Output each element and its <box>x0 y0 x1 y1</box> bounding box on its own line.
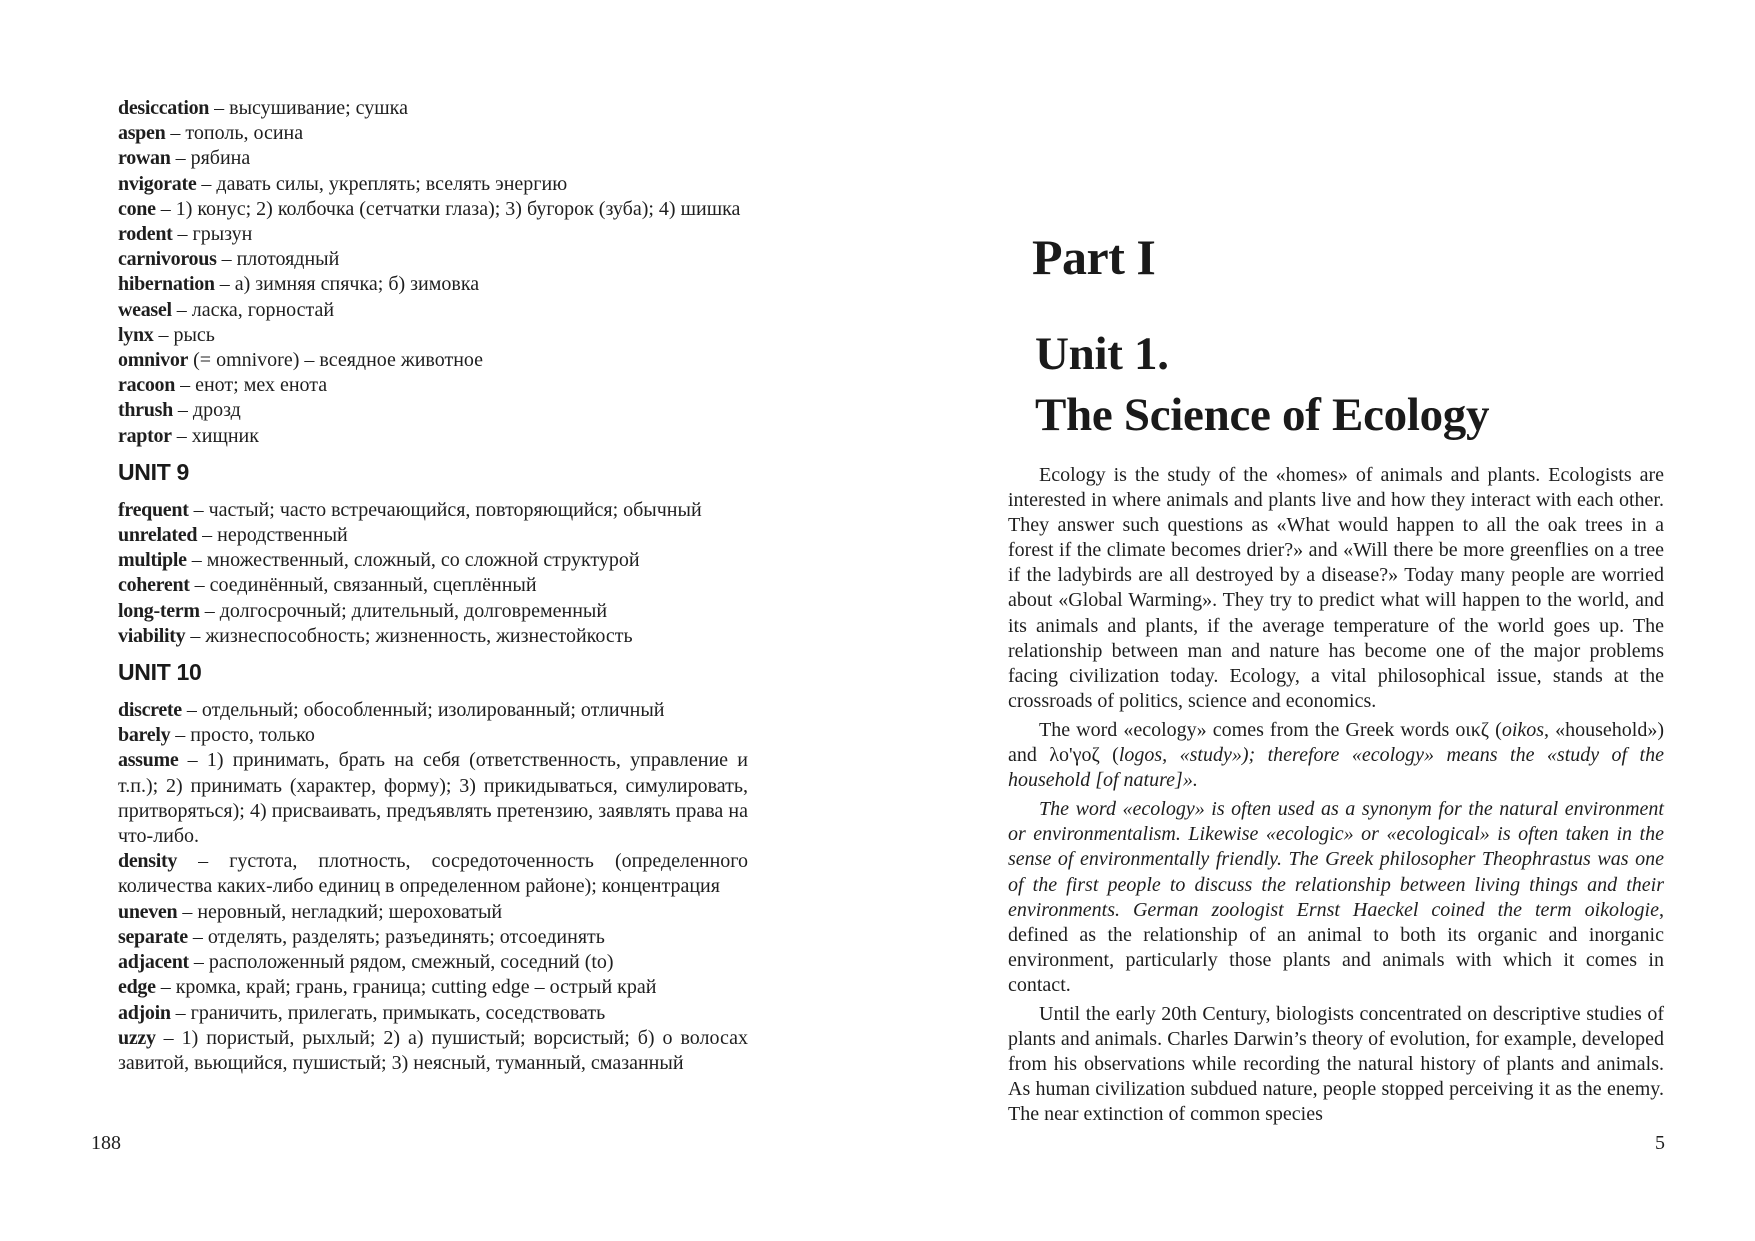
glossary-definition: – а) зимняя спячка; б) зимовка <box>214 273 480 296</box>
glossary-entry <box>118 96 748 121</box>
glossary-entry <box>118 398 748 423</box>
glossary-definition: – отделять, разделять; разъединять; отсоединять <box>187 925 605 948</box>
glossary-term: aspen <box>118 122 166 145</box>
glossary-definition: – неродственный <box>197 524 348 547</box>
glossary-entry <box>118 247 748 272</box>
glossary-term: barely <box>118 724 171 747</box>
paragraph-2-oikos: oikos <box>1501 718 1545 741</box>
glossary-term: racoon <box>118 374 176 397</box>
unit-title-name: The Science of Ecology <box>1035 389 1490 441</box>
paragraph-3-rest: , defined as the relationship of an animal to both its organic and inorganic environment, particularly those plants and animals with which it comes in contact. <box>1008 898 1664 996</box>
glossary-term: assume <box>118 749 179 772</box>
glossary-term: density <box>118 850 178 873</box>
glossary-term: uzzy <box>118 1026 156 1049</box>
glossary-definition: – 1) принимать, брать на себя (ответственность, управление и т.п.); 2) принимать (характер, форму); 3) прикидываться, симулировать, притворяться); 4) присваивать, предъявлять претензию, заявлять права на что-либо. <box>118 749 748 848</box>
glossary-definition: – 1) пористый, рыхлый; 2) а) пушистый; ворсистый; б) о волосах завитой, вьющийся, пушистый; 3) неясный, туманный, смазанный <box>118 1026 748 1074</box>
left-page <box>0 0 877 1241</box>
glossary-term: raptor <box>118 424 172 447</box>
glossary-entry <box>118 197 748 222</box>
glossary-entry <box>118 950 748 975</box>
glossary-definition: – частый; часто встречающийся, повторяющийся; обычный <box>188 498 702 521</box>
glossary-definition: (= omnivore) – всеядное животное <box>188 349 484 372</box>
glossary-term: edge <box>118 976 156 999</box>
paragraph-2-b: , «household») and λο'γοζ ( <box>1008 718 1664 767</box>
unit-9-heading: UNIT 9 <box>118 458 190 485</box>
page-number-left: 188 <box>91 1132 121 1154</box>
glossary-entry <box>118 373 748 398</box>
glossary-term: cone <box>118 197 156 220</box>
paragraph-2 <box>1008 718 1664 793</box>
glossary-entry <box>118 975 748 1000</box>
glossary-entry <box>118 121 748 146</box>
glossary-entry <box>118 599 748 624</box>
glossary-term: weasel <box>118 298 172 321</box>
glossary-term: carnivorous <box>118 248 217 271</box>
glossary-term: omnivor <box>118 349 189 372</box>
glossary-definition: – отдельный; обособленный; изолированный; отличный <box>181 699 665 722</box>
glossary-definition: – неровный, негладкий; шероховатый <box>177 900 503 923</box>
glossary-definition: – множественный, сложный, со сложной структурой <box>186 549 640 572</box>
glossary-entry <box>118 298 748 323</box>
glossary-term: separate <box>118 925 188 948</box>
glossary-entry <box>118 548 748 573</box>
glossary-entry <box>118 748 748 849</box>
glossary-definition: – 1) конус; 2) колбочка (сетчатки глаза); 3) бугорок (зуба); 4) шишка <box>155 197 741 220</box>
glossary-entry <box>118 573 748 598</box>
paragraph-3-italic: The word «ecology» is often used as a synonym for the natural environment or environmentalism. Likewise «ecologic» or «ecological» is often taken in the sense of environmentally friendly. The Greek philosopher Theophrastus was one of the first people to discuss the relationship between living things and their environments. German zoologist Ernst Haeckel coined the term oikologie <box>1008 798 1664 921</box>
glossary-entry <box>118 272 748 297</box>
glossary-entry <box>118 348 748 373</box>
unit-title-number: Unit 1. <box>1035 328 1169 380</box>
glossary-term: coherent <box>118 574 190 597</box>
glossary-term: long-term <box>118 599 200 622</box>
glossary-definition: – енот; мех енота <box>175 374 328 397</box>
glossary-definition: – хищник <box>171 424 259 447</box>
glossary-term: adjacent <box>118 951 189 974</box>
glossary-term: frequent <box>118 498 189 521</box>
glossary-term: lynx <box>118 323 154 346</box>
glossary-term: unrelated <box>118 524 198 547</box>
glossary-definition: – кромка, край; грань, граница; cutting edge – острый край <box>155 976 657 999</box>
unit-10-entries <box>118 698 748 1076</box>
glossary-definition: – ласка, горностай <box>171 298 335 321</box>
glossary-term: adjoin <box>118 1001 171 1024</box>
glossary-entry <box>118 498 748 523</box>
glossary-entry <box>118 1026 748 1076</box>
glossary-entry <box>118 172 748 197</box>
glossary-definition: – давать силы, укреплять; вселять энергию <box>196 172 568 195</box>
glossary-entry <box>118 146 748 171</box>
unit-9-entries <box>118 498 748 649</box>
glossary-definition: – грызун <box>172 223 253 246</box>
glossary-definition: – граничить, прилегать, примыкать, соседствовать <box>170 1001 606 1024</box>
glossary-entries-top <box>118 96 748 449</box>
paragraph-2-a: The word «ecology» comes from the Greek words οικζ ( <box>1039 718 1502 741</box>
glossary-entry <box>118 925 748 950</box>
glossary-entry <box>118 624 748 649</box>
glossary-entry <box>118 849 748 899</box>
glossary-entry <box>118 1001 748 1026</box>
glossary-definition: – плотоядный <box>216 248 340 271</box>
glossary-entry <box>118 222 748 247</box>
page-number-right: 5 <box>1655 1132 1665 1154</box>
glossary-definition: – жизнеспособность; жизненность, жизнестойкость <box>185 624 633 647</box>
glossary-term: multiple <box>118 549 187 572</box>
glossary-entry <box>118 900 748 925</box>
glossary-term: desiccation <box>118 97 210 119</box>
glossary-entry <box>118 698 748 723</box>
body-text <box>1008 463 1664 1131</box>
paragraph-2-c: logos, «study»); therefore «ecology» means the «study of the household [of nature]». <box>1008 744 1664 792</box>
part-title: Part I <box>1032 229 1156 285</box>
glossary-term: discrete <box>118 699 182 722</box>
unit-10-heading: UNIT 10 <box>118 659 202 686</box>
glossary-definition: – высушивание; сушка <box>209 97 408 119</box>
glossary-term: rodent <box>118 223 173 246</box>
glossary-term: nvigorate <box>118 172 197 195</box>
glossary-definition: – долгосрочный; длительный, долговременный <box>199 599 608 622</box>
glossary-definition: – тополь, осина <box>165 122 304 145</box>
paragraph-3 <box>1008 797 1664 998</box>
glossary-definition: – соединённый, связанный, сцеплённый <box>189 574 537 597</box>
glossary-definition: – просто, только <box>170 724 315 747</box>
glossary-term: hibernation <box>118 273 215 296</box>
glossary-entry <box>118 523 748 548</box>
paragraph-4: Until the early 20th Century, biologists concentrated on descriptive studies of plants and animals. Charles Darwin’s theory of evolution, for example, developed from his observations while recording the natural history of plants and animals. As human civilization subdued nature, people stopped perceiving it as the enemy. The near extinction of common species <box>1008 1002 1664 1126</box>
glossary-definition: – рябина <box>170 147 251 170</box>
paragraph-1: Ecology is the study of the «homes» of animals and plants. Ecologists are interested in where animals and plants live and how they interact with each other. They answer such questions as «What would happen to all the oak trees in a forest if the climate becomes drier?» and «Will there be more greenflies on a tree if the ladybirds are all destroyed by a disease?» Today many people are worried about «Global Warming». They try to predict what will happen to the world, and its animals and plants, if the average temperature of the world goes up. The relationship between man and nature has become one of the major problems facing civilization today. Ecology, a vital philosophical issue, stands at the crossroads of politics, science and economics. <box>1008 464 1664 712</box>
glossary-definition: – рысь <box>153 323 215 346</box>
glossary-entry <box>118 723 748 748</box>
glossary-definition: – дрозд <box>172 399 241 422</box>
glossary-term: uneven <box>118 900 178 923</box>
glossary-term: rowan <box>118 147 171 170</box>
glossary-entry <box>118 323 748 348</box>
glossary-term: thrush <box>118 399 173 422</box>
glossary-definition: – густота, плотность, сосредоточенность (определенного количества каких-либо единиц в определенном районе); концентрация <box>118 850 748 898</box>
glossary-term: viability <box>118 624 186 647</box>
glossary <box>118 96 748 1076</box>
glossary-definition: – расположенный рядом, смежный, соседний (to) <box>188 951 614 974</box>
glossary-entry <box>118 424 748 449</box>
unit-title <box>1035 324 1489 446</box>
right-page <box>877 0 1755 1241</box>
